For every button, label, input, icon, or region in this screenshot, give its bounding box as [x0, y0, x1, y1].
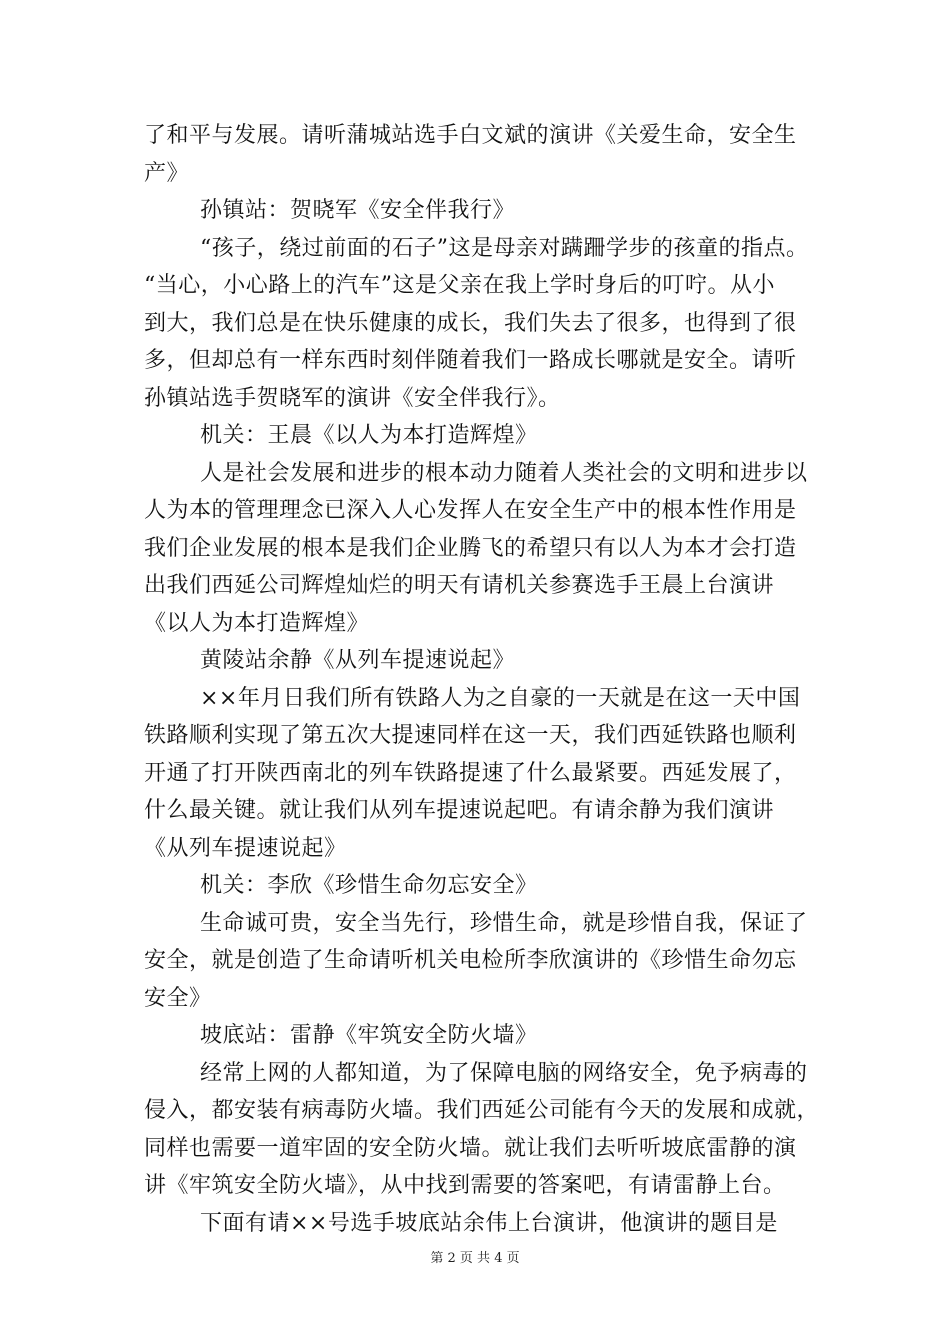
text-line: 到大，我们总是在快乐健康的成长，我们失去了很多，也得到了很 — [144, 310, 797, 336]
document-body — [144, 117, 820, 1242]
text-line: 黄陵站余静《从列车提速说起》 — [200, 648, 516, 673]
text-line: 开通了打开陕西南北的列车铁路提速了什么最紧要。西延发展了， — [144, 760, 797, 786]
text-line: 孙镇站：贺晓军《安全伴我行》 — [200, 198, 516, 223]
text-line: 了和平与发展。请听蒲城站选手白文斌的演讲《关爱生命，安全生 — [144, 123, 797, 148]
text-line: 生命诚可贵，安全当先行，珍惜生命，就是珍惜自我，保证了 — [200, 910, 808, 936]
text-line: 机关：李欣《珍惜生命勿忘安全》 — [200, 873, 538, 898]
text-line: ××年月日我们所有铁路人为之自豪的一天就是在这一天中国 — [200, 685, 801, 711]
text-line: 产》 — [144, 160, 190, 186]
text-line: 安全》 — [144, 985, 212, 1011]
text-line: 我们企业发展的根本是我们企业腾飞的希望只有以人为本才会打造 — [144, 535, 797, 561]
text-line: “当心，小心路上的汽车”这是父亲在我上学时身后的叮咛。从小 — [144, 273, 775, 298]
text-line: 多，但却总有一样东西时刻伴随着我们一路成长哪就是安全。请听 — [144, 348, 797, 373]
text-line: 人是社会发展和进步的根本动力随着人类社会的文明和进步以 — [200, 460, 808, 486]
text-line: 同样也需要一道牢固的安全防火墙。就让我们去听听坡底雷静的演 — [144, 1135, 797, 1161]
text-line: 侵入，都安装有病毒防火墙。我们西延公司能有今天的发展和成就， — [144, 1098, 820, 1123]
page-number-footer: 第 2 页 共 4 页 — [430, 1251, 520, 1266]
text-line: 安全，就是创造了生命请听机关电检所李欣演讲的《珍惜生命勿忘 — [144, 948, 797, 973]
text-line: 坡底站：雷静《牢筑安全防火墙》 — [200, 1023, 538, 1048]
text-line: 讲《牢筑安全防火墙》，从中找到需要的答案吧，有请雷静上台。 — [144, 1173, 786, 1198]
text-line: 下面有请××号选手坡底站余伟上台演讲，他演讲的题目是 — [200, 1210, 778, 1236]
text-line: 孙镇站选手贺晓军的演讲《安全伴我行》。 — [144, 385, 561, 411]
text-line: 出我们西延公司辉煌灿烂的明天有请机关参赛选手王晨上台演讲 — [144, 573, 775, 598]
text-line: 铁路顺利实现了第五次大提速同样在这一天，我们西延铁路也顺利 — [144, 723, 797, 748]
text-line: 《从列车提速说起》 — [144, 835, 347, 861]
text-line: “孩子，绕过前面的石子”这是母亲对蹒跚学步的孩童的指点。 — [200, 235, 809, 261]
text-line: 经常上网的人都知道，为了保障电脑的网络安全，免予病毒的 — [200, 1060, 808, 1086]
text-line: 什么最关键。就让我们从列车提速说起吧。有请余静为我们演讲 — [144, 798, 775, 823]
text-line: 人为本的管理理念已深入人心发挥人在安全生产中的根本性作用是 — [144, 498, 797, 523]
text-line: 机关：王晨《以人为本打造辉煌》 — [200, 423, 538, 448]
text-line: 《以人为本打造辉煌》 — [144, 610, 370, 636]
